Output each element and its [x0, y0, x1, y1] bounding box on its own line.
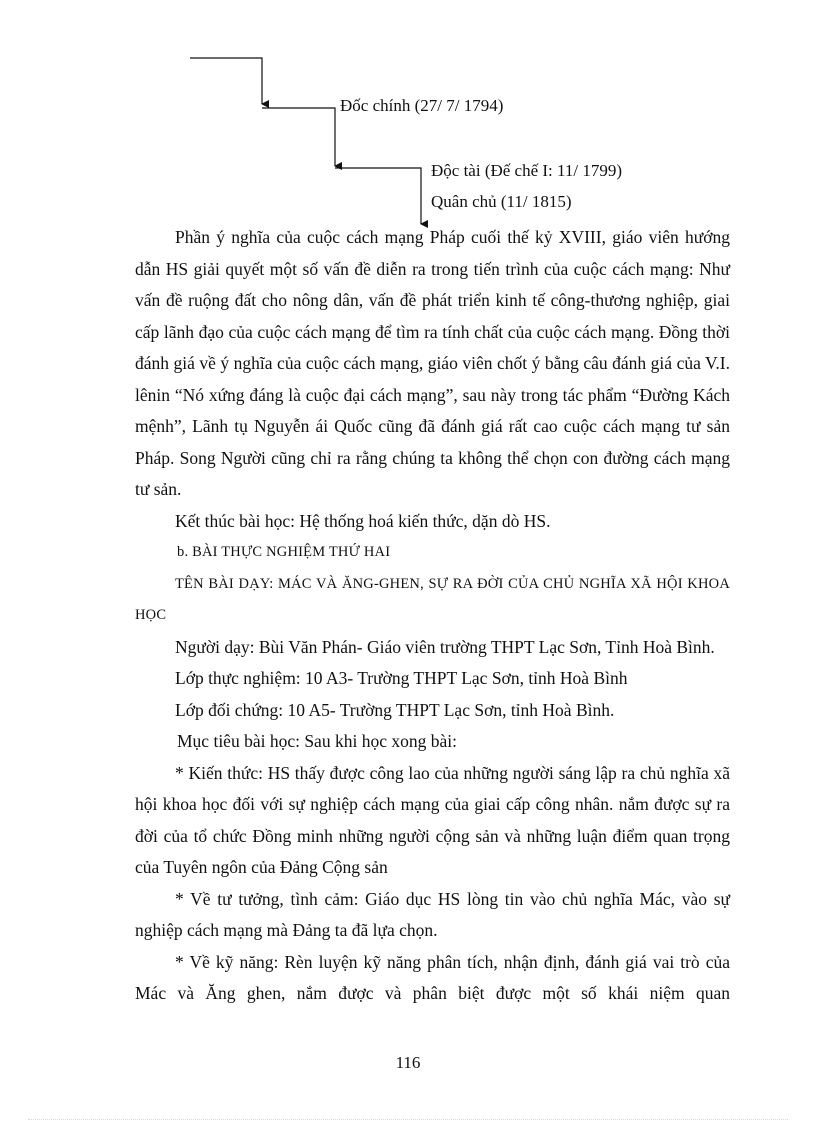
paragraph-attitude: * Về tư tưởng, tình cảm: Giáo dục HS lòng tin vào chủ nghĩa Mác, vào sự nghiệp cách mạng mà Đảng ta đã lựa chọn.: [135, 888, 730, 940]
lesson-title: TÊN BÀI DẠY: MÁC VÀ ĂNG-GHEN, SỰ RA ĐỜI CỦA CHỦ NGHĨA XÃ HỘI KHOA HỌC: [135, 575, 730, 623]
footer-divider: [28, 1119, 788, 1120]
section-heading-experiment-two: b. BÀI THỰC NGHIỆM THỨ HAI: [177, 544, 391, 560]
timeline-label-quan-chu: Quân chủ (11/ 1815): [431, 192, 572, 211]
timeline-label-doc-tai: Độc tài (Đế chế I: 11/ 1799): [431, 161, 623, 180]
paragraph-knowledge: * Kiến thức: HS thấy được công lao của những người sáng lập ra chủ nghĩa xã hội khoa học đối với sự nghiệp cách mạng của giai cấp công nhân. nắm được sự ra đời của tổ chức Đồng minh những người cộng sản và những luận điểm quan trọng của Tuyên ngôn của Đảng Cộng sản: [135, 762, 730, 877]
paragraph-control-class: Lớp đối chứng: 10 A5- Trường THPT Lạc Sơn, tỉnh Hoà Bình.: [175, 699, 615, 720]
paragraph-teacher: Người dạy: Bùi Văn Phán- Giáo viên trường THPT Lạc Sơn, Tỉnh Hoà Bình.: [175, 636, 715, 657]
paragraph-lesson-end: Kết thúc bài học: Hệ thống hoá kiến thức, dặn dò HS.: [175, 510, 551, 531]
page-number: 116: [395, 1053, 421, 1072]
paragraph-objectives: Mục tiêu bài học: Sau khi học xong bài:: [177, 731, 457, 751]
connector-line-3: [335, 168, 421, 224]
paragraph-experimental-class: Lớp thực nghiệm: 10 A3- Trường THPT Lạc Sơn, tỉnh Hoà Bình: [175, 668, 628, 688]
timeline-diagram: [0, 0, 816, 230]
connector-line-2: [262, 108, 335, 166]
timeline-label-doc-chinh: Đốc chính (27/ 7/ 1794): [340, 96, 504, 115]
paragraph-skills: * Về kỹ năng: Rèn luyện kỹ năng phân tích, nhận định, đánh giá vai trò của Mác và Ăng ghen, nắm được và phân biệt được một số khái niệm quan: [135, 951, 730, 1003]
paragraph-significance: Phần ý nghĩa của cuộc cách mạng Pháp cuối thế kỷ XVIII, giáo viên hướng dẫn HS giải quyết một số vấn đề diễn ra trong tiến trình của cuộc cách mạng: Như vấn đề ruộng đất cho nông dân, vấn đề phát triển kinh tế công-thương nghiệp, giai cấp lãnh đạo của cuộc cách mạng để tìm ra tính chất của cuộc cách mạng. Đồng thời đánh giá về ý nghĩa của cuộc cách mạng, giáo viên chốt ý bằng câu đánh giá của V.I. lênin “Nó xứng đáng là cuộc đại cách mạng”, sau này trong tác phẩm “Đường Kách mệnh”, Lãnh tụ Nguyễn ái Quốc cũng đã đánh giá rất cao cuộc cách mạng tư sản Pháp. Song Người cũng chỉ ra rằng chúng ta không thể chọn con đường cách mạng tư sản.: [135, 227, 730, 499]
connector-line-1: [190, 58, 262, 104]
document-body: [135, 222, 730, 1010]
